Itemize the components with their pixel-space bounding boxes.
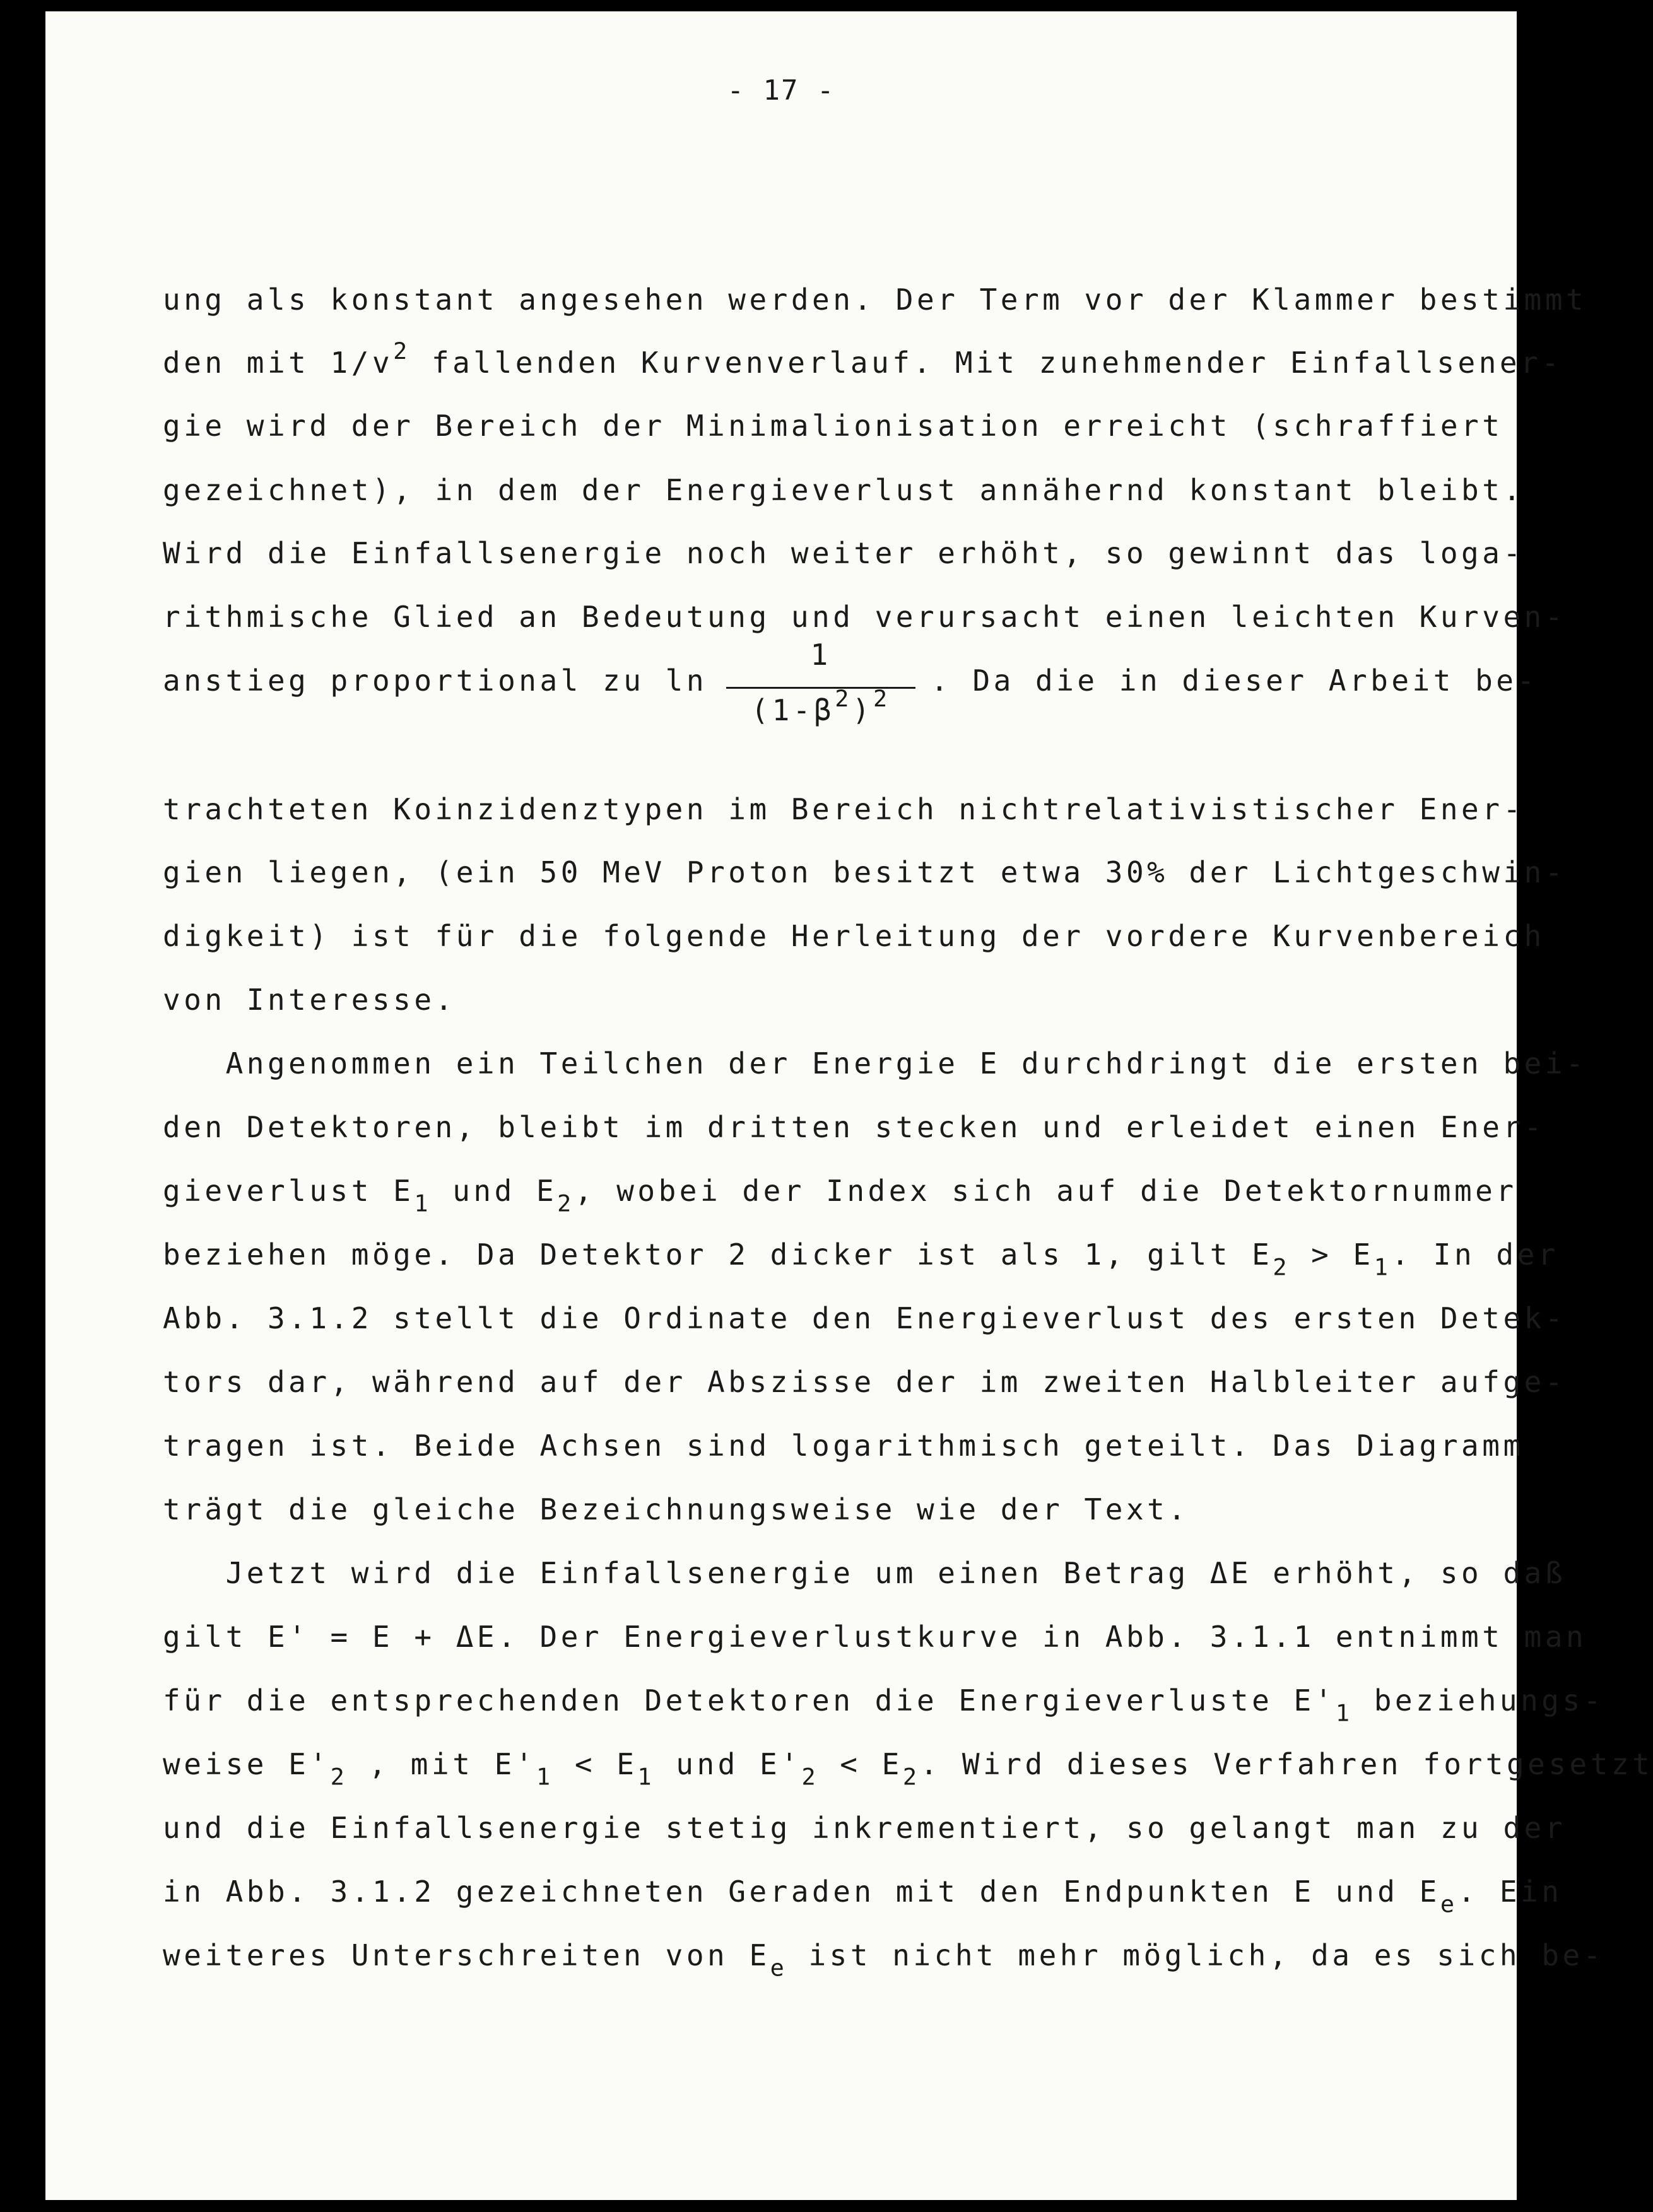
document-page: [45, 11, 1653, 2200]
text-line: Wird die Einfallsenergie noch weiter erhöht, so gewinnt das loga-: [163, 536, 1524, 570]
text-line: weise $E'_2$ , mit $E'_1 < E_1$ und $E'_2 < E_2$. Wird dieses Verfahren fortgesetzt: [163, 1747, 1653, 1791]
text-line: weiteres Unterschreiten von $E_e$ ist nicht mehr möglich, da es sich be-: [163, 1938, 1604, 1982]
text-line: tors dar, während auf der Abszisse der im zweiten Halbleiter aufge-: [163, 1365, 1567, 1399]
fraction-formula: [726, 638, 915, 727]
text-line: digkeit) ist für die folgende Herleitung der vordere Kurvenbereich: [163, 919, 1545, 953]
text-line: rithmische Glied an Bedeutung und verursacht einen leichten Kurven-: [163, 600, 1567, 634]
text-line: Jetzt wird die Einfallsenergie um einen Betrag ΔE erhöht, so daß: [163, 1556, 1567, 1590]
text-line: gien liegen, (ein 50 MeV Proton besitzt etwa 30% der Lichtgeschwin-: [163, 855, 1567, 889]
text-line: trägt die gleiche Bezeichnungsweise wie der Text.: [163, 1492, 1189, 1526]
text-line: den mit $1/v^2$ fallenden Kurvenverlauf. Mit zunehmender Einfallsener-: [163, 337, 1563, 380]
text-line: für die entsprechenden Detektoren die Energieverluste $E'_1$ beziehungs-: [163, 1683, 1604, 1727]
fraction-denominator: $(1-\beta^2)^2$: [751, 684, 891, 727]
text-line: in Abb. 3.1.2 gezeichneten Geraden mit den Endpunkten E und $E_e$. Ein: [163, 1875, 1563, 1918]
text-line: gilt E' = E + ΔE. Der Energieverlustkurve in Abb. 3.1.1 entnimmt man: [163, 1620, 1587, 1654]
text-line: gieverlust $E_1$ und $E_2$, wobei der Index sich auf die Detektornummer: [163, 1174, 1517, 1217]
fraction-numerator: 1: [810, 638, 832, 672]
text-line: Angenommen ein Teilchen der Energie E durchdringt die ersten bei-: [163, 1046, 1587, 1080]
text-line: von Interesse.: [163, 983, 456, 1017]
text-line: beziehen möge. Da Detektor 2 dicker ist als 1, gilt $E_2 > E_1$. In der: [163, 1238, 1559, 1281]
text-line: gie wird der Bereich der Minimalionisation erreicht (schraffiert: [163, 409, 1503, 443]
text-line: den Detektoren, bleibt im dritten stecken und erleidet einen Ener-: [163, 1110, 1545, 1144]
text-line: tragen ist. Beide Achsen sind logarithmisch geteilt. Das Diagramm: [163, 1429, 1524, 1463]
text-line: gezeichnet), in dem der Energieverlust annähernd konstant bleibt.: [163, 473, 1524, 507]
text-line: Abb. 3.1.2 stellt die Ordinate den Energieverlust des ersten Detek-: [163, 1301, 1567, 1335]
text-line: ung als konstant angesehen werden. Der Term vor der Klammer bestimmt: [163, 283, 1587, 317]
text-line: und die Einfallsenergie stetig inkrementiert, so gelangt man zu der: [163, 1811, 1567, 1845]
text-line-with-formula: anstieg proportional zu ln $\frac{1}{(1-\beta^2)^2}$ . Da die in dieser Arbeit be-: [163, 638, 1538, 727]
page-number: - 17 -: [727, 74, 835, 107]
text-line: trachteten Koinzidenztypen im Bereich nichtrelativistischer Ener-: [163, 792, 1524, 826]
